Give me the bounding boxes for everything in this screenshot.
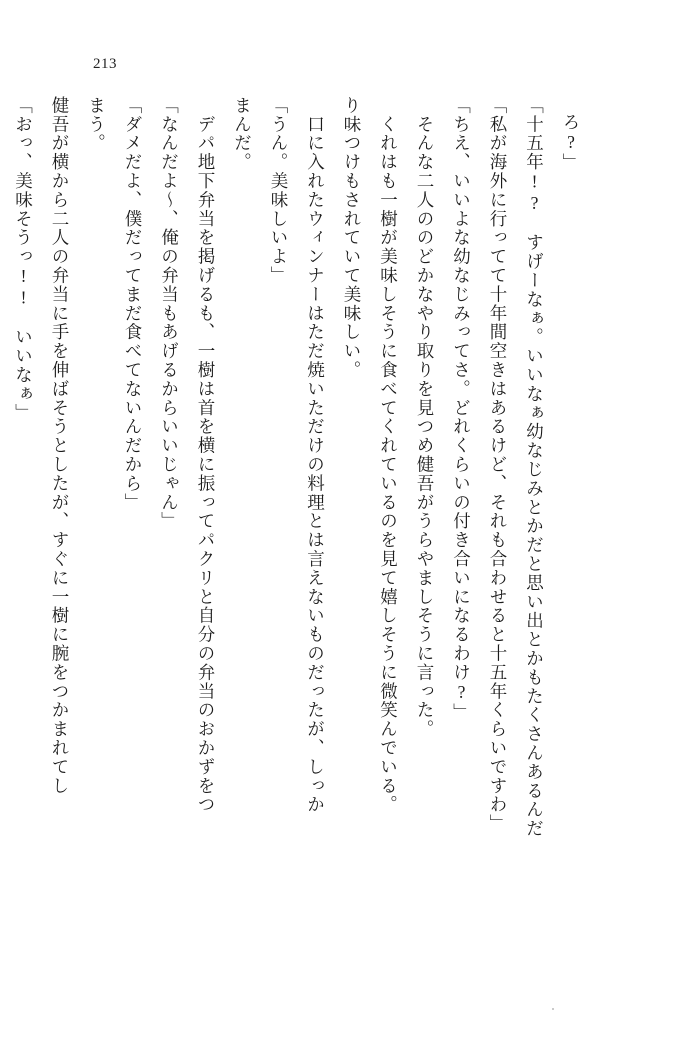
- text-column: 「おっ、美味そうっ!! いいなぁ」: [13, 96, 34, 423]
- text-column: ろ?」: [561, 113, 581, 173]
- text-column: デパ地下弁当を掲げるも、一樹は首を横に振ってパクリと自分の弁当のおかずをつ: [196, 96, 216, 815]
- text-column: まう。: [86, 96, 107, 153]
- text-column: 口に入れたウィンナーはただ焼いただけの料理とは言えないものだったが、しっか: [305, 96, 326, 815]
- scan-artifact-dot: [552, 1008, 554, 1010]
- vertical-text-block: [0, 96, 579, 986]
- text-column: 「ダメだよ、僕だってまだ食べてないんだから」: [123, 96, 143, 512]
- text-column: くれはも一樹が美味しそうに食べてくれているのを見て嬉しそうに微笑んでいる。: [378, 96, 399, 815]
- text-column: 「うん。美味しいよ」: [269, 96, 289, 285]
- text-column: 「私が海外に行ってて十年間空きはあるけど、それも合わせると十五年くらいですわ」: [488, 96, 508, 834]
- text-column: 「なんだよ～、俺の弁当もあげるからいいじゃん」: [159, 96, 180, 531]
- page-number: 213: [93, 56, 117, 72]
- text-column: 「十五年!? すげーなぁ。いいなぁ幼なじみとかだと思い出とかもたくさんあるんだ: [524, 96, 545, 839]
- text-column: そんな二人ののどかなやり取りを見つめ健吾がうらやましそうに言った。: [415, 96, 435, 739]
- text-column: 「ちえ、いいよな幼なじみってさ。どれくらいの付き合いになるわけ?」: [451, 96, 472, 723]
- text-column: り味つけもされていて美味しい。: [342, 96, 362, 380]
- text-column: 健吾が横から二人の弁当に手を伸ばそうとしたが、すぐに一樹に腕をつかまれてし: [50, 96, 70, 796]
- text-column: まんだ。: [232, 96, 253, 172]
